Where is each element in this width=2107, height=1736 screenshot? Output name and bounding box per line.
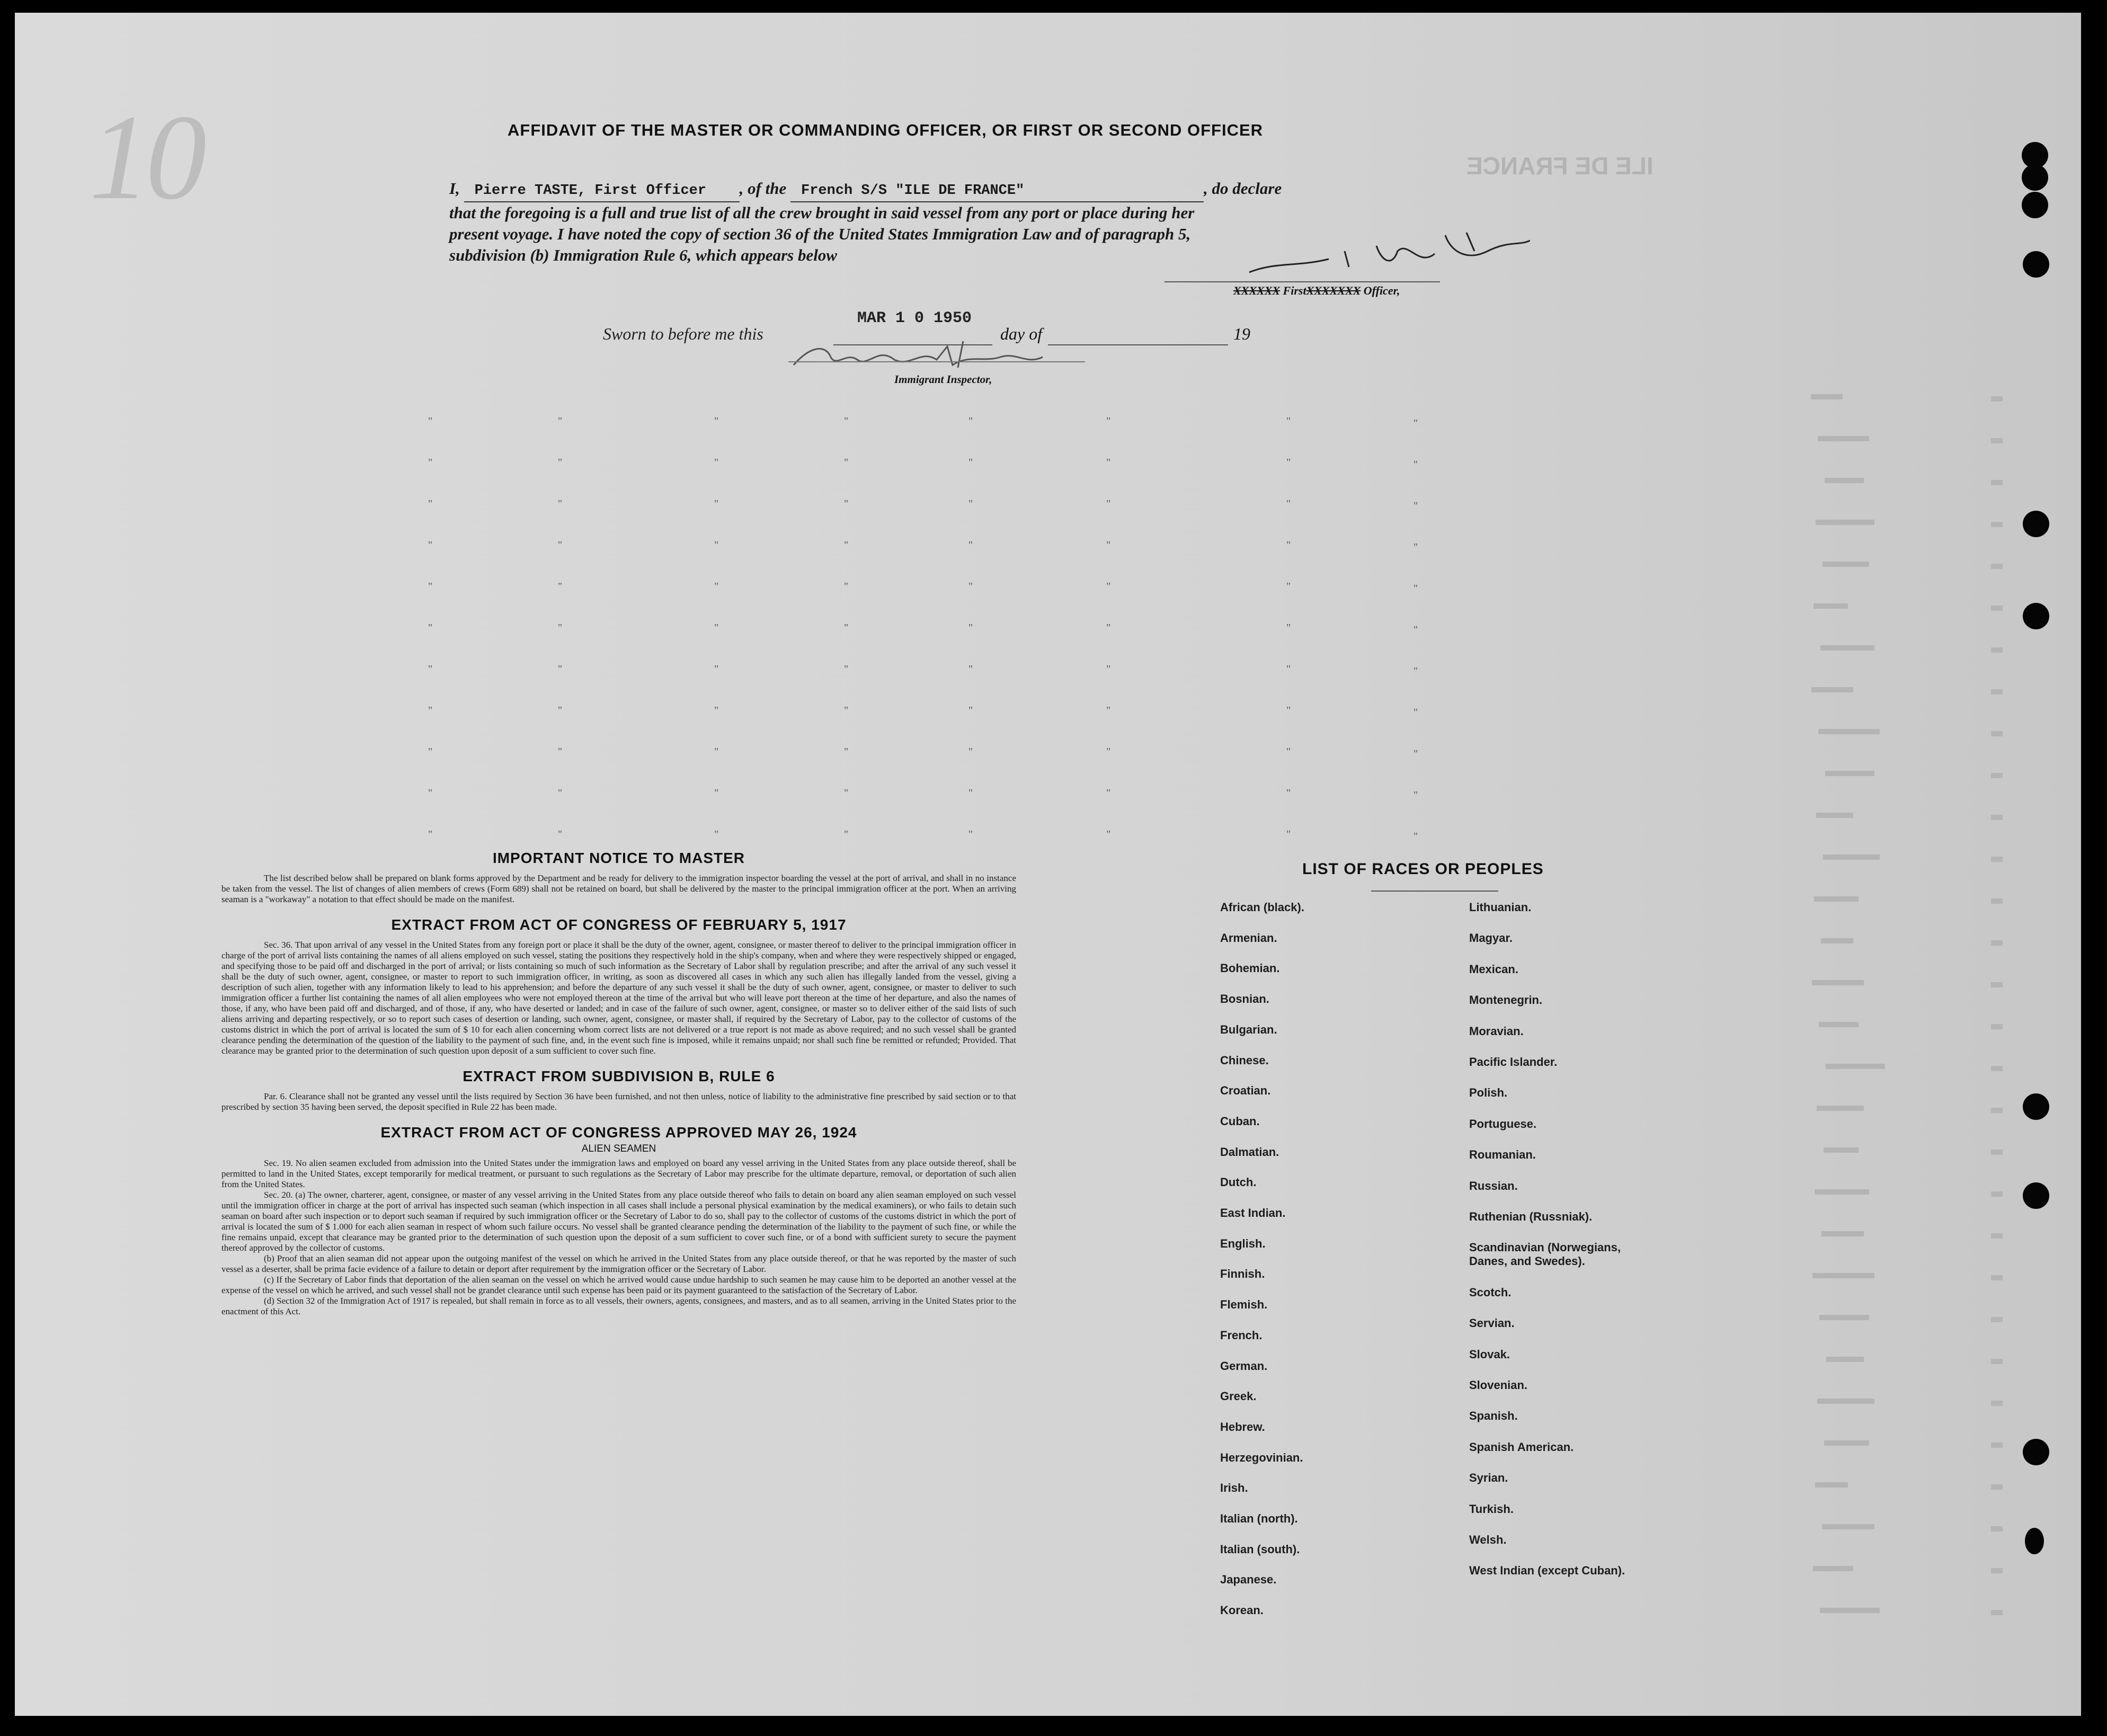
ditto-mark: " bbox=[1106, 498, 1111, 510]
ditto-mark: " bbox=[1413, 789, 1418, 801]
bleed-row-mark bbox=[1815, 1482, 1848, 1488]
race-item: Hebrew. bbox=[1220, 1420, 1265, 1434]
race-item: Irish. bbox=[1220, 1481, 1248, 1495]
bleed-row-mark bbox=[1991, 438, 2003, 443]
race-item: Turkish. bbox=[1469, 1502, 1514, 1516]
race-item: Lithuanian. bbox=[1469, 901, 1532, 914]
ditto-mark: " bbox=[844, 663, 849, 675]
notice-text: The list described below shall be prepared on blank forms approved by the Department and be ready for delivery to the immigration inspector boarding the vessel at the port of arrival, and shall in no instance be taken from the vessel. The list of changes of alien members of crews (Form 689) shall not be retained on board, but shall be delivered by the master to the principal immigration officer at the port. When an arriving seaman is a "workaway" a notation to that effect should be made on the manifest. bbox=[221, 873, 1016, 904]
ditto-mark: " bbox=[1106, 457, 1111, 468]
race-item: Moravian. bbox=[1469, 1024, 1524, 1038]
ditto-mark: " bbox=[844, 829, 849, 840]
declaration-i: I, bbox=[449, 179, 460, 198]
declaration-line-2: that the foregoing is a full and true list of all the crew brought in said vessel from any port or place during her bbox=[449, 203, 1195, 222]
bleed-row-mark bbox=[1991, 1233, 2003, 1239]
ditto-mark: " bbox=[714, 539, 719, 551]
extract-1924-title: EXTRACT FROM ACT OF CONGRESS APPROVED MAY 26, 1924 bbox=[380, 1124, 857, 1141]
ditto-mark: " bbox=[428, 539, 433, 551]
races-title: LIST OF RACES OR PEOPLES bbox=[1302, 860, 1544, 878]
officer-signature bbox=[1170, 230, 1530, 283]
ditto-mark: " bbox=[844, 581, 849, 592]
ditto-mark: " bbox=[714, 787, 719, 799]
bleed-row-mark bbox=[1818, 729, 1880, 734]
ditto-mark: " bbox=[968, 787, 973, 799]
ditto-mark: " bbox=[558, 705, 563, 716]
officer-struck-1: XXXXXX bbox=[1233, 284, 1281, 297]
race-item: Korean. bbox=[1220, 1604, 1264, 1617]
bleed-row-mark bbox=[1991, 396, 2003, 402]
bleed-row-mark bbox=[1826, 1357, 1864, 1362]
day-of-label: day of bbox=[1000, 324, 1043, 343]
bleed-row-mark bbox=[1991, 940, 2003, 946]
race-item: Syrian. bbox=[1469, 1471, 1508, 1485]
race-item: Portuguese. bbox=[1469, 1117, 1537, 1130]
ditto-mark: " bbox=[1413, 459, 1418, 470]
bleed-row-mark bbox=[1813, 603, 1848, 609]
bleed-row-mark bbox=[1811, 687, 1853, 692]
officer-first: First bbox=[1283, 284, 1306, 297]
ditto-mark: " bbox=[558, 787, 563, 799]
notice-title: IMPORTANT NOTICE TO MASTER bbox=[492, 850, 745, 866]
ditto-mark: " bbox=[714, 457, 719, 468]
ditto-mark: " bbox=[558, 457, 563, 468]
inspector-signature bbox=[788, 336, 1085, 378]
bleed-row-mark bbox=[1815, 1189, 1869, 1195]
race-item: Slovak. bbox=[1469, 1347, 1510, 1361]
ditto-mark: " bbox=[844, 539, 849, 551]
bleed-row-mark bbox=[1825, 771, 1874, 776]
ditto-mark: " bbox=[558, 581, 563, 592]
race-item: Mexican. bbox=[1469, 962, 1518, 976]
ditto-mark: " bbox=[714, 746, 719, 758]
bleed-row-mark bbox=[1991, 1024, 2003, 1029]
bleed-row-mark bbox=[1819, 1315, 1869, 1320]
bleed-vessel-name: ILE DE FRANCE bbox=[1466, 152, 1653, 180]
sec20d-text: (d) Section 32 of the Immigration Act of 1917 is repealed, but shall remain in force as to all vessels, their owners, agents, consignees, and masters, and as to all seamen, arriving in the United States prior to the enactment of this Act. bbox=[221, 1296, 1016, 1316]
ditto-mark: " bbox=[1286, 705, 1291, 716]
race-item: Chinese. bbox=[1220, 1053, 1269, 1067]
race-item: English. bbox=[1220, 1236, 1266, 1250]
ditto-mark: " bbox=[844, 787, 849, 799]
ditto-mark: " bbox=[428, 787, 433, 799]
race-item: Flemish. bbox=[1220, 1298, 1268, 1312]
ditto-mark: " bbox=[714, 415, 719, 427]
subdivision-text: Par. 6. Clearance shall not be granted any vessel until the lists required by Section 36 have been furnished, and not then unless, notice of liability to the administrative fine prescribed by said section or to that prescribed by section 35 having been served, the deposit specified in Rule 22 has been made. bbox=[221, 1091, 1016, 1112]
race-item: Magyar. bbox=[1469, 931, 1513, 945]
bleed-row-mark bbox=[1820, 1608, 1880, 1613]
bleed-row-mark bbox=[1826, 1064, 1885, 1069]
subdivision-title: EXTRACT FROM SUBDIVISION B, RULE 6 bbox=[463, 1068, 775, 1084]
binder-hole bbox=[2023, 511, 2049, 537]
race-item: Spanish. bbox=[1469, 1409, 1518, 1423]
race-item: West Indian (except Cuban). bbox=[1469, 1564, 1625, 1578]
ditto-mark: " bbox=[558, 746, 563, 758]
ditto-mark: " bbox=[714, 829, 719, 840]
bleed-row-mark bbox=[1991, 731, 2003, 736]
ditto-mark: " bbox=[428, 415, 433, 427]
bleed-row-mark bbox=[1991, 647, 2003, 653]
race-item: Cuban. bbox=[1220, 1114, 1260, 1128]
race-item: African (black). bbox=[1220, 901, 1304, 914]
ditto-mark: " bbox=[1286, 622, 1291, 634]
bleed-row-mark bbox=[1991, 1191, 2003, 1197]
ditto-mark: " bbox=[714, 622, 719, 634]
ditto-mark: " bbox=[428, 663, 433, 675]
ditto-mark: " bbox=[844, 415, 849, 427]
extract-1917-text: Sec. 36. That upon arrival of any vessel in the United States from any foreign port or place it shall be the duty of the owner, agent, consignee, or master thereof to deliver to the principal immigration officer in charge of the port of arrival lists containing the names of all aliens employed on such vessel, stating the positions they respectively hold in the ship's company, when and where they were respectively shipped or engaged, and specifying those to be paid off and discharged in the port of arrival; or lists containing so much of such information as the Secretary of Labor shall by regulation prescribe; and after the arrival of any such vessel it shall be the duty of such owner, agent, consignee, or master to report to such immigration officer, in writing, as soon as discovered all cases in which any such alien has illegally landed from the vessel, giving a description of such alien, together with any information likely to lead to his apprehension; and before the departure of any such vessel it shall be the duty of such owner, agent, consignee, or master to deliver to such immigration officer a further list containing the names of all alien employees who were not employed thereon at the time of the arrival but who will leave port thereon at the time of her departure, and also the names of those, if any, who have been paid off and discharged, and of those, if any, who have deserted or landed; and in case of the failure of such owner, agent, consignee, or master so to deliver either of the said lists of such aliens arriving and departing respectively, or so to report such cases of desertion or landing, such owner, agent, consignee, or master shall, if required by the Secretary of Labor, pay to the collector of customs of the customs district in which the port of arrival is located the sum of $ 10 for each alien concerning whom correct lists are not delivered or a true report is not made as above required; and no such vessel shall be granted clearance pending the determination of the question of the liability to the payment of such fine, and, in the event such fine is imposed, while it remains unpaid; nor shall such fine be remitted or refunded; Provided. That clearance may be granted prior to the determination of such question upon deposit of a sum sufficient to cover such fine. bbox=[221, 940, 1016, 1056]
officer-name-field: Pierre TASTE, First Officer bbox=[464, 180, 740, 202]
sec19-text: Sec. 19. No alien seamen excluded from admission into the United States under the immigration laws and employed on board any vessel arriving in the United States from any place outside thereof, shall be permitted to land in the United States, except temporarily for medical treatment, or pursuant to such regulations as the Secretary of Labor may prescribe for the ultimate departure, removal, or deportation of such alien from the United States. bbox=[221, 1158, 1016, 1189]
ditto-mark: " bbox=[1286, 663, 1291, 675]
ditto-mark: " bbox=[1413, 748, 1418, 760]
race-item: Welsh. bbox=[1469, 1533, 1507, 1546]
ditto-mark: " bbox=[1413, 665, 1418, 677]
declaration-of-the: , of the bbox=[739, 179, 787, 198]
race-item: Herzegovinian. bbox=[1220, 1450, 1303, 1464]
bleed-row-mark bbox=[1991, 1066, 2003, 1071]
bleed-row-mark bbox=[1822, 562, 1869, 567]
declaration-line-3: present voyage. I have noted the copy of section 36 of the United States Immigration Law and of paragraph 5, bbox=[449, 225, 1191, 243]
bleed-row-mark bbox=[1812, 1273, 1874, 1278]
declaration-do-declare: , do declare bbox=[1204, 179, 1282, 198]
race-item: Croatian. bbox=[1220, 1084, 1271, 1098]
bleed-row-mark bbox=[1817, 1106, 1864, 1111]
race-item: East Indian. bbox=[1220, 1206, 1286, 1219]
bleed-row-mark bbox=[1816, 813, 1853, 818]
race-item: Polish. bbox=[1469, 1086, 1508, 1100]
ditto-mark: " bbox=[1286, 457, 1291, 468]
ditto-mark: " bbox=[968, 829, 973, 840]
vessel-name-field: French S/S "ILE DE FRANCE" bbox=[790, 180, 1204, 202]
ditto-mark: " bbox=[428, 705, 433, 716]
race-item: Bohemian. bbox=[1220, 962, 1280, 975]
bleed-row-mark bbox=[1821, 1231, 1864, 1236]
bleed-row-mark bbox=[1814, 896, 1859, 902]
bleed-row-mark bbox=[1991, 1108, 2003, 1113]
bleed-row-mark bbox=[1824, 1440, 1869, 1446]
ditto-mark: " bbox=[1286, 787, 1291, 799]
bleed-row-mark bbox=[1824, 1147, 1859, 1153]
ditto-mark: " bbox=[714, 705, 719, 716]
race-item: Italian (north). bbox=[1220, 1512, 1298, 1525]
ditto-mark: " bbox=[1286, 415, 1291, 427]
officer-struck-2: XXXXXXX bbox=[1306, 284, 1361, 297]
ditto-mark: " bbox=[968, 622, 973, 634]
bleed-row-mark bbox=[1991, 857, 2003, 862]
bleed-row-mark bbox=[1816, 520, 1874, 525]
ditto-mark: " bbox=[428, 829, 433, 840]
binder-hole bbox=[2023, 251, 2049, 278]
affidavit-title: AFFIDAVIT OF THE MASTER OR COMMANDING OFFICER, OR FIRST OR SECOND OFFICER bbox=[508, 121, 1264, 139]
ditto-mark: " bbox=[1106, 746, 1111, 758]
bleed-row-mark bbox=[1991, 773, 2003, 778]
race-item: Armenian. bbox=[1220, 931, 1277, 945]
ditto-mark: " bbox=[558, 622, 563, 634]
ditto-mark: " bbox=[1106, 663, 1111, 675]
extract-1917-title: EXTRACT FROM ACT OF CONGRESS OF FEBRUARY 5, 1917 bbox=[391, 916, 847, 933]
bleed-row-mark bbox=[1991, 982, 2003, 987]
race-item: Ruthenian (Russniak). bbox=[1469, 1210, 1593, 1223]
sec20b-text: (b) Proof that an alien seaman did not appear upon the outgoing manifest of the vessel on which he arrived in the United States from any place outside thereof, or that he was reported by the master of such vessel as a deserter, shall be prima facie evidence of a failure to detain or deport after requirement by the immigration officer or the Secretary of Labor. bbox=[221, 1253, 1016, 1274]
bleed-row-mark bbox=[1822, 1524, 1874, 1529]
ditto-mark: " bbox=[1286, 539, 1291, 551]
ditto-mark: " bbox=[1286, 581, 1291, 592]
ditto-mark: " bbox=[428, 498, 433, 510]
bleed-row-mark bbox=[1991, 1275, 2003, 1280]
date-stamp: MAR 1 0 1950 bbox=[857, 309, 972, 327]
inspector-line bbox=[788, 361, 1085, 362]
bleed-page-number: 10 bbox=[89, 90, 202, 225]
bleed-row-mark bbox=[1991, 1150, 2003, 1155]
race-item: Dalmatian. bbox=[1220, 1145, 1279, 1159]
sworn-label: Sworn to before me this bbox=[603, 324, 763, 343]
bleed-row-mark bbox=[1991, 1568, 2003, 1573]
year-label: 19 bbox=[1233, 324, 1250, 343]
bleed-row-mark bbox=[1818, 436, 1869, 441]
bleed-row-mark bbox=[1991, 689, 2003, 695]
race-item: Scotch. bbox=[1469, 1285, 1512, 1299]
binder-hole bbox=[2023, 1093, 2049, 1120]
ditto-mark: " bbox=[1106, 581, 1111, 592]
ditto-mark: " bbox=[1106, 705, 1111, 716]
bleed-row-mark bbox=[1823, 854, 1880, 860]
ditto-mark: " bbox=[844, 705, 849, 716]
ditto-mark: " bbox=[558, 415, 563, 427]
ditto-mark: " bbox=[1413, 583, 1418, 594]
binder-hole bbox=[2023, 1182, 2049, 1209]
ditto-mark: " bbox=[968, 498, 973, 510]
notice-section bbox=[221, 850, 1016, 1317]
ditto-mark: " bbox=[968, 705, 973, 716]
bleed-row-mark bbox=[1991, 1610, 2003, 1615]
ditto-mark: " bbox=[844, 622, 849, 634]
ditto-mark: " bbox=[844, 746, 849, 758]
bleed-row-mark bbox=[1825, 478, 1864, 483]
race-item: Scandinavian (Norwegians, Danes, and Swedes). bbox=[1469, 1241, 1621, 1268]
race-item: Pacific Islander. bbox=[1469, 1055, 1558, 1069]
ditto-mark: " bbox=[1106, 787, 1111, 799]
manifest-page bbox=[15, 13, 2081, 1716]
ditto-mark: " bbox=[968, 539, 973, 551]
race-item: Bosnian. bbox=[1220, 992, 1269, 1006]
bleed-row-mark bbox=[1991, 1401, 2003, 1406]
ditto-mark: " bbox=[1106, 829, 1111, 840]
race-item: Roumanian. bbox=[1469, 1148, 1536, 1162]
race-item: French. bbox=[1220, 1328, 1263, 1342]
bleed-row-mark bbox=[1819, 1022, 1859, 1027]
ditto-mark: " bbox=[1286, 829, 1291, 840]
ditto-mark: " bbox=[1413, 624, 1418, 636]
race-item: Slovenian. bbox=[1469, 1378, 1528, 1392]
bleed-row-mark bbox=[1991, 606, 2003, 611]
bleed-row-mark bbox=[1991, 1443, 2003, 1448]
race-item: Servian. bbox=[1469, 1316, 1515, 1330]
ditto-mark: " bbox=[968, 581, 973, 592]
bleed-row-mark bbox=[1991, 1359, 2003, 1364]
ditto-mark: " bbox=[558, 539, 563, 551]
bleed-row-mark bbox=[1991, 1526, 2003, 1532]
race-item: Russian. bbox=[1469, 1179, 1518, 1192]
race-item: German. bbox=[1220, 1359, 1268, 1373]
inspector-label: Immigrant Inspector, bbox=[894, 373, 992, 386]
sec20a-text: Sec. 20. (a) The owner, charterer, agent, consignee, or master of any vessel arriving in the United States from any place outside thereof who fails to detain on board any alien seaman employed on such vessel until the immigration officer in charge at the port of arrival has inspected such seaman (which inspection in all cases shall include a personal physical examination by the medical examiners), or who fails to detain such seaman on board after such inspection or to deport such seaman if required by such immigration officer or the Secretary of Labor to do so, shall pay to the collector of customs of the customs district in which the port of arrival is located the sum of $ 1.000 for each alien seaman in respect of whom such failure occurs. No vessel shall be granted clearance pending the determination of the liability to the payment of such fine, or while the fine remains unpaid, except that clearance may be granted prior to the determination of such question upon the deposit of a sum sufficient to cover such fine, or of a bond with sufficient surety to secure the payment thereof approved by the collector of customs. bbox=[221, 1190, 1016, 1253]
ditto-mark: " bbox=[844, 498, 849, 510]
ditto-mark: " bbox=[558, 829, 563, 840]
ditto-mark: " bbox=[844, 457, 849, 468]
race-item: Dutch. bbox=[1220, 1176, 1257, 1189]
bleed-row-mark bbox=[1820, 645, 1874, 651]
bleed-row-mark bbox=[1991, 1484, 2003, 1490]
ditto-mark: " bbox=[558, 663, 563, 675]
binder-hole bbox=[2022, 192, 2048, 218]
race-item: Italian (south). bbox=[1220, 1542, 1300, 1556]
declaration-line-4: subdivision (b) Immigration Rule 6, which appears below bbox=[449, 246, 838, 264]
race-item: Bulgarian. bbox=[1220, 1022, 1277, 1036]
ditto-mark: " bbox=[558, 498, 563, 510]
ditto-mark: " bbox=[428, 457, 433, 468]
bleed-row-mark bbox=[1991, 815, 2003, 820]
race-item: Japanese. bbox=[1220, 1573, 1277, 1587]
race-item: Greek. bbox=[1220, 1390, 1257, 1403]
race-item: Spanish American. bbox=[1469, 1440, 1574, 1454]
officer-title-label bbox=[1233, 284, 1400, 298]
binder-hole bbox=[2025, 1528, 2044, 1554]
ditto-mark: " bbox=[428, 581, 433, 592]
ditto-mark: " bbox=[714, 581, 719, 592]
ditto-mark: " bbox=[1286, 746, 1291, 758]
officer-end: Officer, bbox=[1363, 284, 1400, 297]
bleed-row-mark bbox=[1991, 480, 2003, 485]
ditto-mark: " bbox=[714, 663, 719, 675]
ditto-mark: " bbox=[968, 415, 973, 427]
bleed-row-mark bbox=[1821, 938, 1853, 943]
ditto-mark: " bbox=[1413, 541, 1418, 553]
ditto-mark: " bbox=[1286, 498, 1291, 510]
race-item: Finnish. bbox=[1220, 1267, 1265, 1281]
ditto-mark: " bbox=[428, 746, 433, 758]
ditto-mark: " bbox=[1413, 831, 1418, 842]
ditto-mark: " bbox=[1413, 500, 1418, 512]
bleed-row-mark bbox=[1991, 898, 2003, 904]
bleed-row-mark bbox=[1813, 1566, 1853, 1571]
ditto-mark: " bbox=[1413, 417, 1418, 429]
ditto-mark: " bbox=[968, 457, 973, 468]
ditto-mark: " bbox=[428, 622, 433, 634]
binder-hole bbox=[2022, 164, 2048, 191]
bleed-row-mark bbox=[1812, 980, 1864, 985]
sec20c-text: (c) If the Secretary of Labor finds that deportation of the alien seaman on the vessel on which he arrived would cause undue hardship to such seamen he may cause him to be deported an another vessel at the expense of the vessel on which he arrived, and such vessel shall not be grandet clearance until such expense has been paid or its payment guaranteed to the satisfaction of the Secretary of Labor. bbox=[221, 1275, 1016, 1295]
ditto-mark: " bbox=[1106, 539, 1111, 551]
ditto-mark: " bbox=[1413, 707, 1418, 718]
bleed-row-mark bbox=[1991, 522, 2003, 527]
binder-hole bbox=[2023, 1439, 2049, 1465]
ditto-mark: " bbox=[1106, 415, 1111, 427]
bleed-row-mark bbox=[1817, 1399, 1874, 1404]
races-title-rule bbox=[1371, 891, 1498, 892]
bleed-row-mark bbox=[1811, 394, 1843, 399]
ditto-mark: " bbox=[968, 663, 973, 675]
ditto-mark: " bbox=[714, 498, 719, 510]
bleed-row-mark bbox=[1991, 564, 2003, 569]
extract-1924-subtitle: ALIEN SEAMEN bbox=[581, 1143, 656, 1154]
binder-hole bbox=[2023, 603, 2049, 629]
ditto-mark: " bbox=[968, 746, 973, 758]
race-item: Montenegrin. bbox=[1469, 993, 1543, 1007]
officer-signature-line bbox=[1164, 280, 1440, 282]
bleed-row-mark bbox=[1991, 1317, 2003, 1322]
ditto-mark: " bbox=[1106, 622, 1111, 634]
